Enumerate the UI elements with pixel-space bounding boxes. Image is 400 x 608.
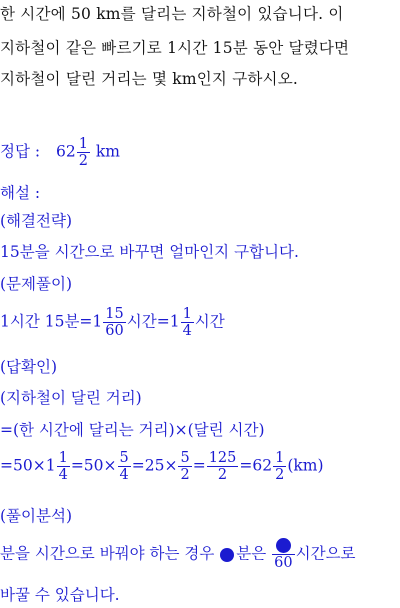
blank-circle-icon <box>220 548 234 562</box>
answer-whole: 62 <box>55 142 76 161</box>
strategy-text: 15분을 시간으로 바꾸면 얼마인지 구합니다. <box>0 243 299 261</box>
mixed2-whole: 1 <box>169 312 180 331</box>
analysis-line <box>0 538 356 571</box>
analysis-text-c: 시간으로 <box>295 544 356 563</box>
blank-numerator <box>272 538 294 555</box>
calc-f5-num: 1 <box>275 450 285 466</box>
calc-part-5: = <box>239 456 253 475</box>
calc-fraction-1 <box>57 450 70 483</box>
answer-den: 2 <box>78 153 88 169</box>
calc-fraction-4 <box>207 450 239 483</box>
conversion-line <box>0 306 225 339</box>
question-line-3: 지하철이 달린 거리는 몇 km인지 구하시오. <box>0 70 299 88</box>
answer-fraction <box>77 136 90 169</box>
calc-f4-den: 2 <box>217 467 228 483</box>
answer-num: 1 <box>78 136 88 152</box>
mixed1-den: 60 <box>105 323 124 339</box>
calc-part-2: =50× <box>70 456 117 475</box>
answer-line <box>0 136 120 169</box>
conversion-mid: 시간= <box>126 312 170 331</box>
mixed1-whole: 1 <box>92 312 103 331</box>
analysis-text-b: 분은 <box>236 544 272 563</box>
answer-unit: km <box>95 142 120 161</box>
mixed1-fraction <box>103 306 125 339</box>
mixed1-num: 15 <box>105 306 124 322</box>
question-line-1: 한 시간에 50 km를 달리는 지하철이 있습니다. 이 <box>0 5 344 23</box>
formula-label: (지하철이 달린 거리) <box>0 389 142 407</box>
check-label: (답확인) <box>0 358 58 376</box>
analysis-label: (풀이분석) <box>0 507 72 525</box>
calc-f1-den: 4 <box>58 467 68 483</box>
mixed2-fraction <box>181 306 194 339</box>
calc-fraction-2 <box>118 450 131 483</box>
calc-part-1: =50× <box>0 456 46 475</box>
calc-fraction-5 <box>273 450 286 483</box>
mixed2-num: 1 <box>182 306 192 322</box>
blank-circle-icon <box>276 538 291 553</box>
calc-unit: (km) <box>287 456 324 475</box>
calc-f5-den: 2 <box>275 467 285 483</box>
formula-line: =(한 시간에 달리는 거리)×(달린 시간) <box>0 421 265 439</box>
analysis-last-line: 바꿀 수 있습니다. <box>0 586 120 604</box>
calc-part-3: =25× <box>131 456 178 475</box>
solve-label: (문제풀이) <box>0 275 72 293</box>
question-line-2: 지하철이 같은 빠르기로 1시간 15분 동안 달렸다면 <box>0 39 350 57</box>
calc-f1-num: 1 <box>58 450 68 466</box>
calc-fraction-3 <box>178 450 191 483</box>
calc-f3-den: 2 <box>180 467 190 483</box>
calc-f4-num: 125 <box>208 450 237 466</box>
explanation-heading: 해설 : <box>0 184 41 202</box>
calc-f2-den: 4 <box>119 467 129 483</box>
calculation-line <box>0 450 324 483</box>
analysis-den: 60 <box>274 555 293 571</box>
mixed2-den: 4 <box>182 323 192 339</box>
analysis-text-a: 분을 시간으로 바꿔야 하는 경우 <box>0 544 220 563</box>
conversion-right: 시간 <box>194 312 225 331</box>
calc-f5-whole: 62 <box>252 456 273 475</box>
answer-label: 정답 : <box>0 142 41 161</box>
conversion-left: 1시간 15분= <box>0 312 93 331</box>
calc-f1-whole: 1 <box>45 456 56 475</box>
calc-f3-num: 5 <box>180 450 190 466</box>
analysis-fraction <box>272 538 294 571</box>
calc-part-4: = <box>192 456 206 475</box>
calc-f2-num: 5 <box>119 450 129 466</box>
strategy-label: (해결전략) <box>0 212 72 230</box>
